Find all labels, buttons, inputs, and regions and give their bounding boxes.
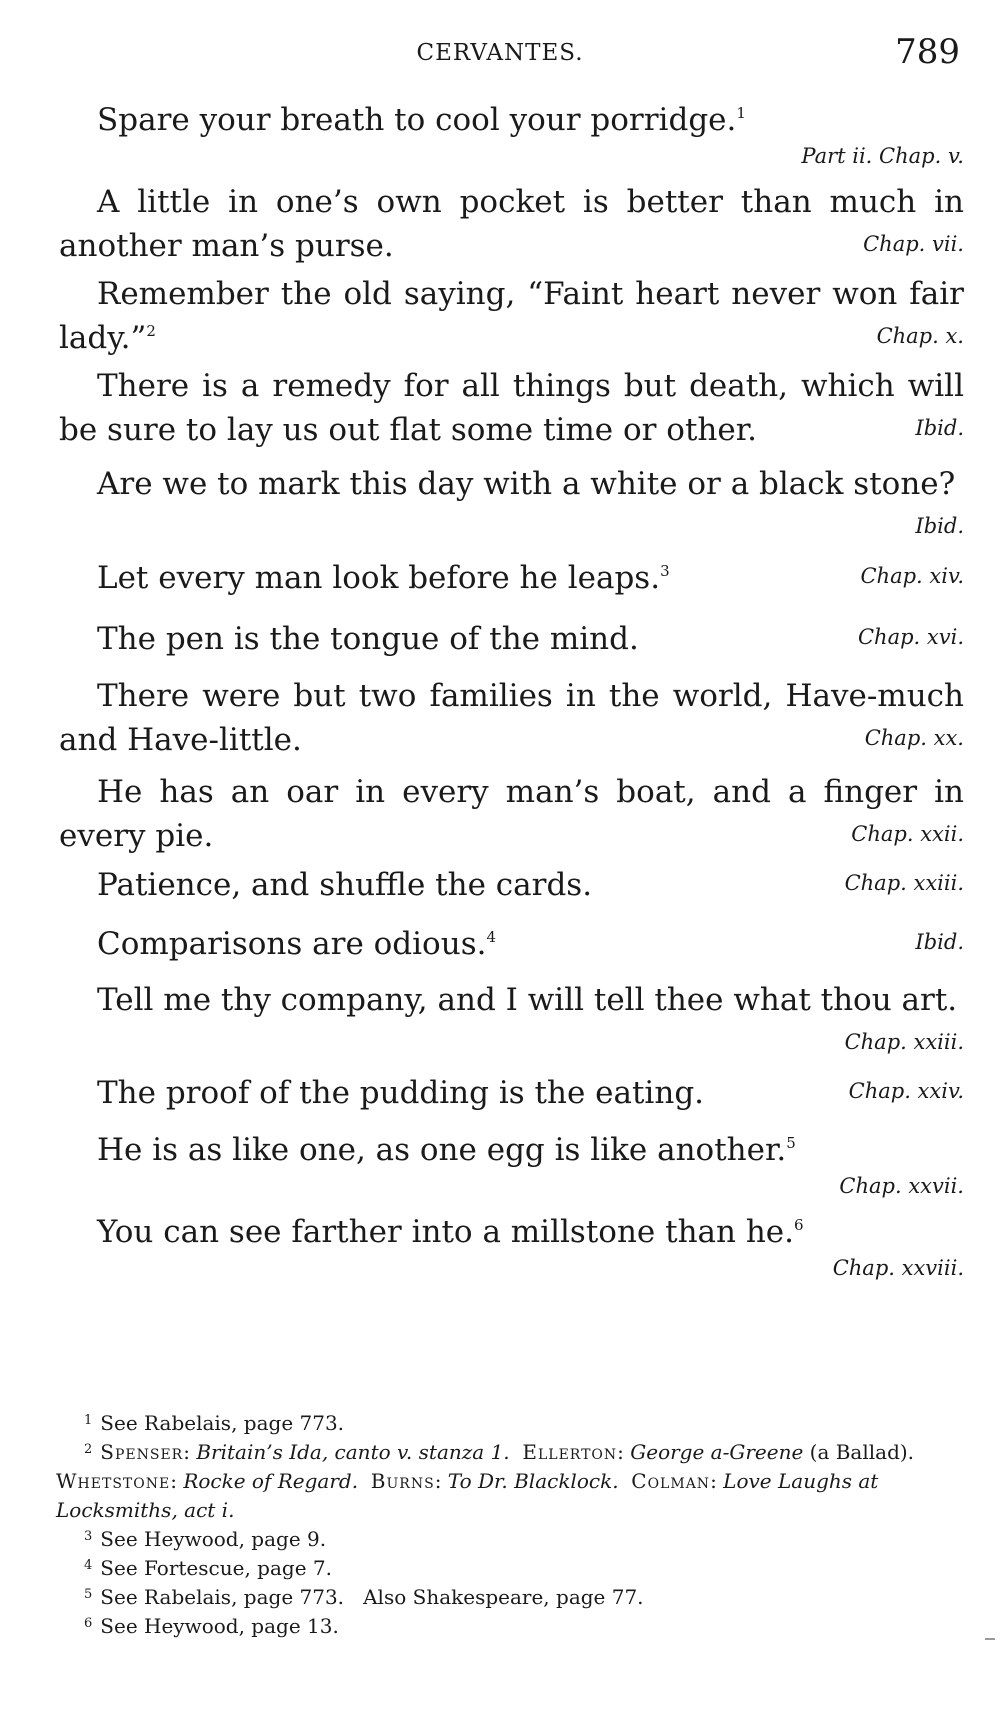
citation: Ibid. (915, 416, 964, 440)
citation: Ibid. (915, 930, 964, 954)
footnote: $^5$ See Rabelais, page 773. Also Shakespeare, page 77. (84, 1585, 644, 1609)
quote-text: There is a remedy for all things but death, which will be sure to lay us out flat some time or other. Ibid. (59, 368, 964, 448)
quote-text: He is as like one, as one egg is like another.$^5$ (97, 1132, 796, 1168)
footnote-ref: 2 (146, 322, 156, 340)
footnote-ref: 6 (794, 1216, 804, 1234)
citation: Chap. xx. (864, 726, 964, 750)
citation: Ibid. (915, 514, 964, 538)
quote-text: Let every man look before he leaps.$^3$ Chap. xiv. (97, 560, 964, 596)
quote-text: Are we to mark this day with a white or a black stone? Ibid. (97, 466, 964, 538)
quote-text: Spare your breath to cool your porridge.$^1$ (97, 102, 746, 138)
quote-entry (59, 674, 964, 762)
quote-entry (59, 1071, 964, 1115)
citation: Chap. xxviii. (832, 1256, 964, 1280)
quote-entry (59, 922, 964, 966)
quote-text: Tell me thy company, and I will tell thee what thou art. Chap. xxiii. (97, 982, 964, 1054)
quote-text: You can see farther into a millstone than he.$^6$ (97, 1214, 804, 1250)
quote-text: The pen is the tongue of the mind. Chap. xvi. (97, 621, 964, 657)
quote-entry (59, 978, 964, 1056)
footnotes (56, 1409, 971, 1641)
footnote: $^6$ See Heywood, page 13. (84, 1614, 339, 1638)
footnote-ref: 5 (786, 1134, 796, 1152)
quote-entry (59, 180, 964, 268)
quote-entry (59, 462, 964, 540)
quote-entry (59, 98, 964, 170)
quote-text: Patience, and shuffle the cards. Chap. xxiii. (97, 867, 964, 903)
page-number: 789 (895, 32, 960, 72)
quote-text: A little in one’s own pocket is better than much in another man’s purse. Chap. vii. (59, 184, 964, 264)
quote-entry (59, 1210, 964, 1282)
quote-entry (59, 364, 964, 452)
citation: Chap. xiv. (860, 564, 964, 588)
citation: Chap. x. (876, 324, 964, 348)
quote-entry (59, 1128, 964, 1200)
quote-entry (59, 272, 964, 360)
footnote: $^1$ See Rabelais, page 773. (84, 1411, 345, 1435)
citation: Chap. xxiii. (844, 1030, 964, 1054)
quote-text: The proof of the pudding is the eating. Chap. xxiv. (97, 1075, 964, 1111)
edge-mark (985, 1638, 995, 1640)
running-header-title: CERVANTES. (416, 40, 584, 66)
citation: Chap. xvi. (857, 625, 964, 649)
footnote: $^2$ Spenser: Britain’s Ida, canto v. stanza 1. Ellerton: George a-Greene (a Ballad). Whetstone: Rocke of Regard. Burns: To Dr. Blacklock. Colman: Love Laughs at Locksmiths, act i. (56, 1440, 915, 1522)
quote-entry (59, 556, 964, 600)
quote-entry (59, 863, 964, 907)
footnote-ref: 4 (486, 928, 496, 946)
citation: Chap. xxiv. (848, 1079, 964, 1103)
quote-text: Comparisons are odious.$^4$ Ibid. (97, 926, 964, 962)
quote-text: Remember the old saying, “Faint heart never won fair lady.”$^2$ Chap. x. (59, 276, 964, 356)
footnote-ref: 3 (660, 562, 670, 580)
citation: Chap. xxvii. (839, 1174, 964, 1198)
citation: Part ii. Chap. v. (801, 144, 964, 168)
footnote: $^3$ See Heywood, page 9. (84, 1527, 327, 1551)
footnote: $^4$ See Fortescue, page 7. (84, 1556, 332, 1580)
citation: Chap. xxiii. (844, 871, 964, 895)
quote-text: There were but two families in the world, Have-much and Have-little. Chap. xx. (59, 678, 964, 758)
quote-entry (59, 770, 964, 858)
quote-entry (59, 617, 964, 661)
citation: Chap. xxii. (851, 822, 964, 846)
quote-text: He has an oar in every man’s boat, and a finger in every pie. Chap. xxii. (59, 774, 964, 854)
footnote-ref: 1 (736, 104, 746, 122)
citation: Chap. vii. (863, 232, 964, 256)
